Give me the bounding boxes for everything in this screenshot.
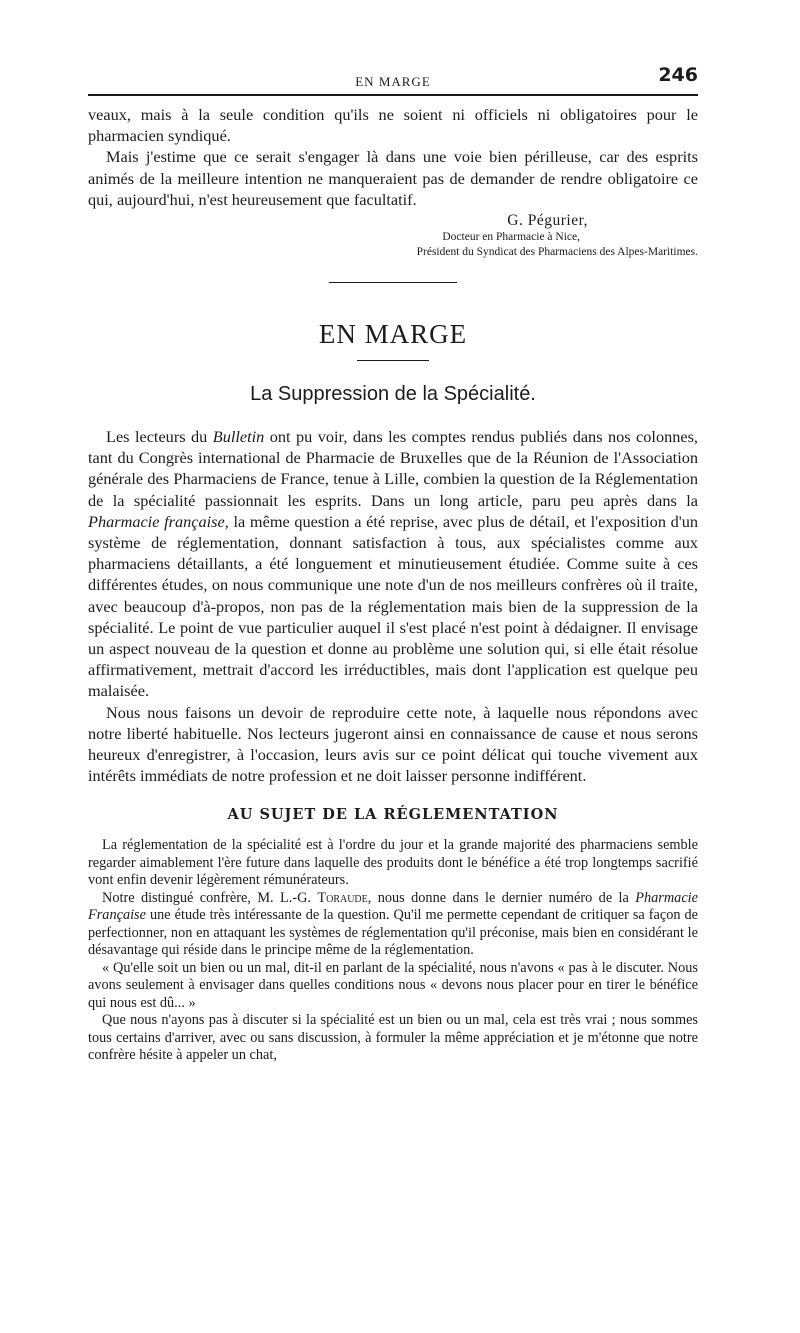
article-paragraph-2: Nous nous faisons un devoir de reproduire cette note, à laquelle nous répondons avec notre liberté habituelle. Nos lecteurs jugeront ainsi en connaissance de cause et nous serons heureux d'enregistrer, à l'occasion, leurs avis sur ce point délicat qui touche vivement aux intérêts immédiats de notre profession et ne doit laisser personne indifférent. xyxy=(88,702,698,786)
note-paragraph-2 xyxy=(88,890,698,960)
emphasis-pharmacie-francaise: Pharmacie Française xyxy=(88,889,698,924)
running-header xyxy=(88,60,698,96)
letter-paragraph-2: Mais j'estime que ce serait s'engager là dans une voie bien périlleuse, car des esprits animés de la meilleure intention ne manqueraient pas de demander de rendre obligatoire ce qui, aujourd'hui, n'est heureusement que facultatif. xyxy=(88,147,698,209)
author-name-toraude: Toraude xyxy=(317,889,368,906)
text-run: , nous donne dans le dernier numéro de la xyxy=(367,889,636,906)
note-heading: AU SUJET DE LA RÉGLEMENTATION xyxy=(227,806,559,824)
letter-paragraph-1: veaux, mais à la seule condition qu'ils ne soient ni officiels ni obligatoires pour le pharmacien syndiqué. xyxy=(88,105,698,146)
note-paragraph-1: La réglementation de la spécialité est à l'ordre du jour et la grande majorité des pharmaciens semble regarder aimablement l'ère future dans laquelle des produits dont le bénéfice a été trop longtemps sacrifié vont enfin devenir légèrement rémunérateurs. xyxy=(88,837,698,889)
text-run: ont pu voir, dans les comptes rendus publiés dans nos colonnes, tant du Congrès international de Pharmacie de Bruxelles que de la Réunion de l'Association générale des Pharmaciens de France, tenue à Lille, combien la question de la Réglementation de la spécialité passionnait les esprits. Dans un long article, paru peu après dans la xyxy=(88,427,698,510)
note-paragraph-3-quote: « Qu'elle soit un bien ou un mal, dit-il en parlant de la spécialité, nous n'avons « pas à le discuter. Nous avons seulement à envisager dans quelles conditions nous « devons nous placer pour en tirer le bénéfice qui nous est dû... » xyxy=(88,959,698,1011)
signature-title-1: Docteur en Pharmacie à Nice, xyxy=(442,231,580,244)
text-run: Notre distingué confrère, M. L.-G. xyxy=(102,889,318,906)
emphasis-bulletin: Bulletin xyxy=(212,427,265,447)
running-title: EN MARGE xyxy=(355,74,431,89)
section-title-underline xyxy=(357,360,429,361)
note-body xyxy=(88,837,698,1065)
text-run: Les lecteurs du xyxy=(106,427,213,447)
note-paragraph-4: Que nous n'ayons pas à discuter si la spécialité est un bien ou un mal, cela est très vrai ; nous sommes tous certains d'arriver, avec ou sans discussion, à formuler la même appréciation et je m'étonne que notre confrère hésite à appeler un chat, xyxy=(88,1012,698,1064)
text-run: , la même question a été reprise, avec plus de détail, et l'exposition d'un système de réglementation, donnant satisfaction à tous, aux spécialistes comme aux pharmaciens détaillants, a été longuement et minutieusement étudiée. Comme suite à ces différentes études, on nous communique une note d'un de nos meilleurs confrères où il traite, avec beaucoup d'à-propos, non pas de la réglementation mais bien de la suppression de la spécialité. Le point de vue particulier auquel il s'est placé n'est point à dédaigner. Il envisage un aspect nouveau de la question et donne au problème une solution qui, si elle était résolue affirmativement, mettrait d'accord les irréductibles, mais dont l'application est quelque peu malaisée. xyxy=(88,511,699,701)
article-title: La Suppression de la Spécialité. xyxy=(250,383,536,406)
separator-rule xyxy=(329,282,457,283)
article-body xyxy=(88,426,698,786)
section-title: EN MARGE xyxy=(318,319,468,350)
text-run: une étude très intéressante de la question. Qu'il me permette cependant de critiquer sa façon de perfectionner, non en attaquant les systèmes de réglementation qu'il préconise, mais bien en considérant le désavantage qui réside dans le principe même de la réglementation. xyxy=(88,907,698,959)
letter-conclusion xyxy=(88,104,698,260)
page xyxy=(88,60,698,1065)
signature-title-2: Président du Syndicat des Pharmaciens des Alpes-Maritimes. xyxy=(416,246,698,259)
emphasis-pharmacie-francaise: Pharmacie française xyxy=(88,511,225,531)
article-paragraph-1 xyxy=(88,426,698,702)
signature-name: G. Pégurier, xyxy=(507,212,588,230)
page-number: 246 xyxy=(658,64,698,86)
